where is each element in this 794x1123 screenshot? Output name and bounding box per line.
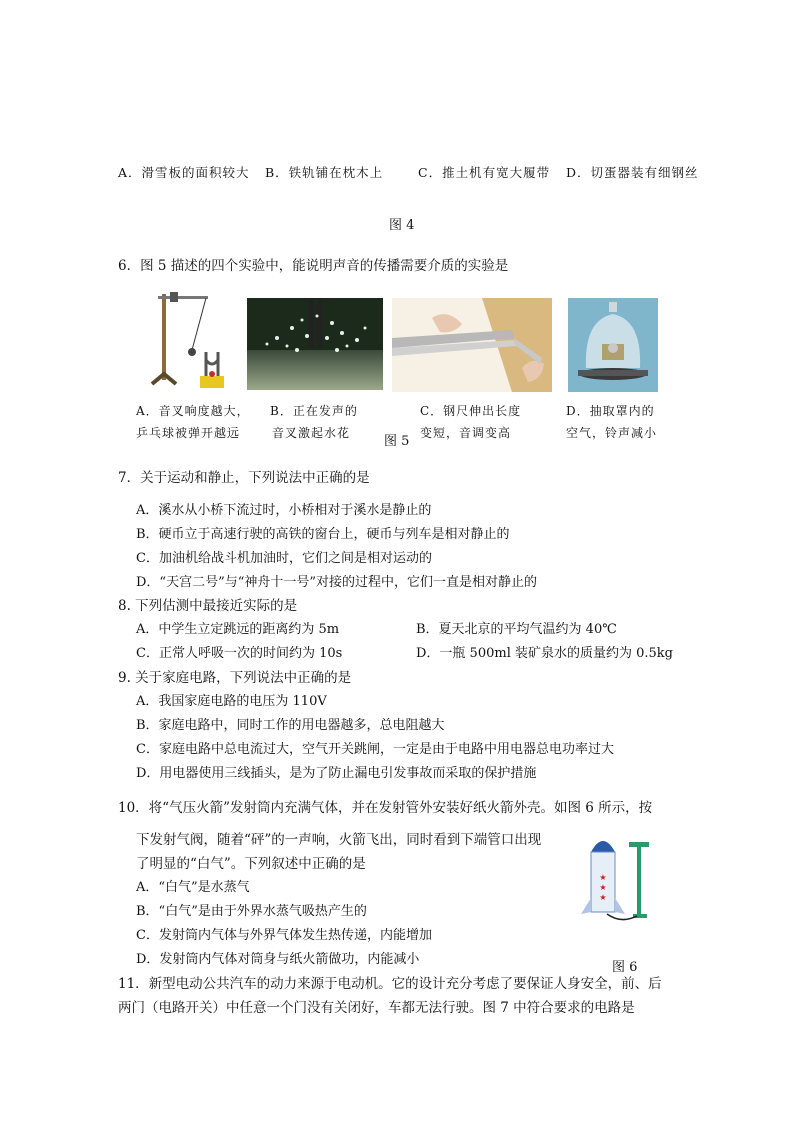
figure-5-label: 图 5	[384, 434, 410, 449]
figure-4-label: 图 4	[389, 218, 415, 233]
q10-stem-line2: 下发射气阀，随着“砰”的一声响，火箭飞出，同时看到下端管口出现	[136, 832, 542, 848]
q10-stem-line3: 了明显的“白气”。下列叙述中正确的是	[136, 856, 366, 872]
q11-line2: 两门（电路开关）中任意一个门没有关闭好，车都无法行驶。图 7 中符合要求的电路是	[118, 1000, 635, 1016]
q9-option-c: C．家庭电路中总电流过大，空气开关跳闸，一定是由于电路中用电器总电功率过大	[136, 742, 614, 757]
q5-option-d: D．切蛋器装有细钢丝	[566, 165, 699, 180]
caption-d-line2: 空气，铃声减小	[566, 426, 658, 440]
q10-option-a: A．“白气”是水蒸气	[136, 880, 250, 895]
q7-option-b: B．硬币立于高速行驶的高铁的窗台上，硬币与列车是相对静止的	[136, 527, 510, 542]
caption-c-line1: C．钢尺伸出长度	[420, 404, 522, 418]
q8-option-b: B．夏天北京的平均气温约为 40℃	[416, 622, 617, 637]
q5-option-c: C．推土机有宽大履带	[418, 165, 551, 180]
svg-text:★: ★	[599, 883, 607, 892]
figure-5d-bell-jar-photo	[568, 298, 658, 392]
q6-stem: 6．图 5 描述的四个实验中，能说明声音的传播需要介质的实验是	[118, 258, 509, 274]
q7-option-c: C．加油机给战斗机加油时，它们之间是相对运动的	[136, 551, 432, 566]
q8-option-c: C．正常人呼吸一次的时间约为 10s	[136, 646, 343, 661]
q7-option-a: A．溪水从小桥下流过时，小桥相对于溪水是静止的	[136, 503, 432, 518]
q5-option-b: B．铁轨铺在枕木上	[265, 165, 384, 180]
caption-c-line2: 变短，音调变高	[420, 426, 512, 440]
q8-option-d: D．一瓶 500ml 装矿泉水的质量约为 0.5kg	[416, 646, 673, 661]
q9-stem: 9. 关于家庭电路，下列说法中正确的是	[118, 670, 352, 686]
q10-stem-line1: 10．将“气压火箭”发射筒内充满气体，并在发射管外安装好纸火箭外壳。如图 6 所示，按	[118, 800, 653, 816]
caption-a-line1: A．音叉响度越大，	[136, 404, 250, 418]
svg-text:★: ★	[599, 893, 607, 902]
q10-option-c: C．发射筒内气体与外界气体发生热传递，内能增加	[136, 928, 432, 943]
q9-option-b: B．家庭电路中，同时工作的用电器越多，总电阻越大	[136, 718, 445, 733]
figure-5a-tuning-fork-ball	[148, 290, 228, 392]
q10-option-b: B．“白气”是由于外界水蒸气吸热产生的	[136, 904, 367, 919]
q8-option-a: A．中学生立定跳远的距离约为 5m	[136, 622, 340, 637]
q9-option-d: D．用电器使用三线插头，是为了防止漏电引发事故而采取的保护措施	[136, 766, 537, 781]
figure-6-air-rocket	[571, 828, 671, 926]
figure-5b-water-splash-photo	[247, 298, 383, 390]
caption-b-line1: B．正在发声的	[270, 404, 358, 418]
q9-option-a: A．我国家庭电路的电压为 110V	[136, 694, 327, 709]
q11-line1: 11．新型电动公共汽车的动力来源于电动机。它的设计充分考虑了要保证人身安全，前、后	[118, 976, 662, 992]
caption-b-line2: 音叉激起水花	[272, 426, 351, 440]
q8-stem: 8. 下列估测中最接近实际的是	[118, 598, 298, 614]
figure-5c-steel-ruler-photo	[392, 298, 552, 392]
figure-6-label: 图 6	[612, 960, 638, 975]
q10-option-d: D．发射筒内气体对筒身与纸火箭做功，内能减小	[136, 952, 420, 967]
q7-stem: 7．关于运动和静止，下列说法中正确的是	[118, 470, 370, 486]
caption-a-line2: 乒乓球被弹开越远	[136, 426, 241, 440]
caption-d-line1: D．抽取罩内的	[566, 404, 655, 418]
q5-option-a: A．滑雪板的面积较大	[118, 165, 250, 180]
q7-option-d: D．“天宫二号”与“神舟十一号”对接的过程中，它们一直是相对静止的	[136, 575, 538, 590]
svg-text:★: ★	[599, 873, 607, 882]
